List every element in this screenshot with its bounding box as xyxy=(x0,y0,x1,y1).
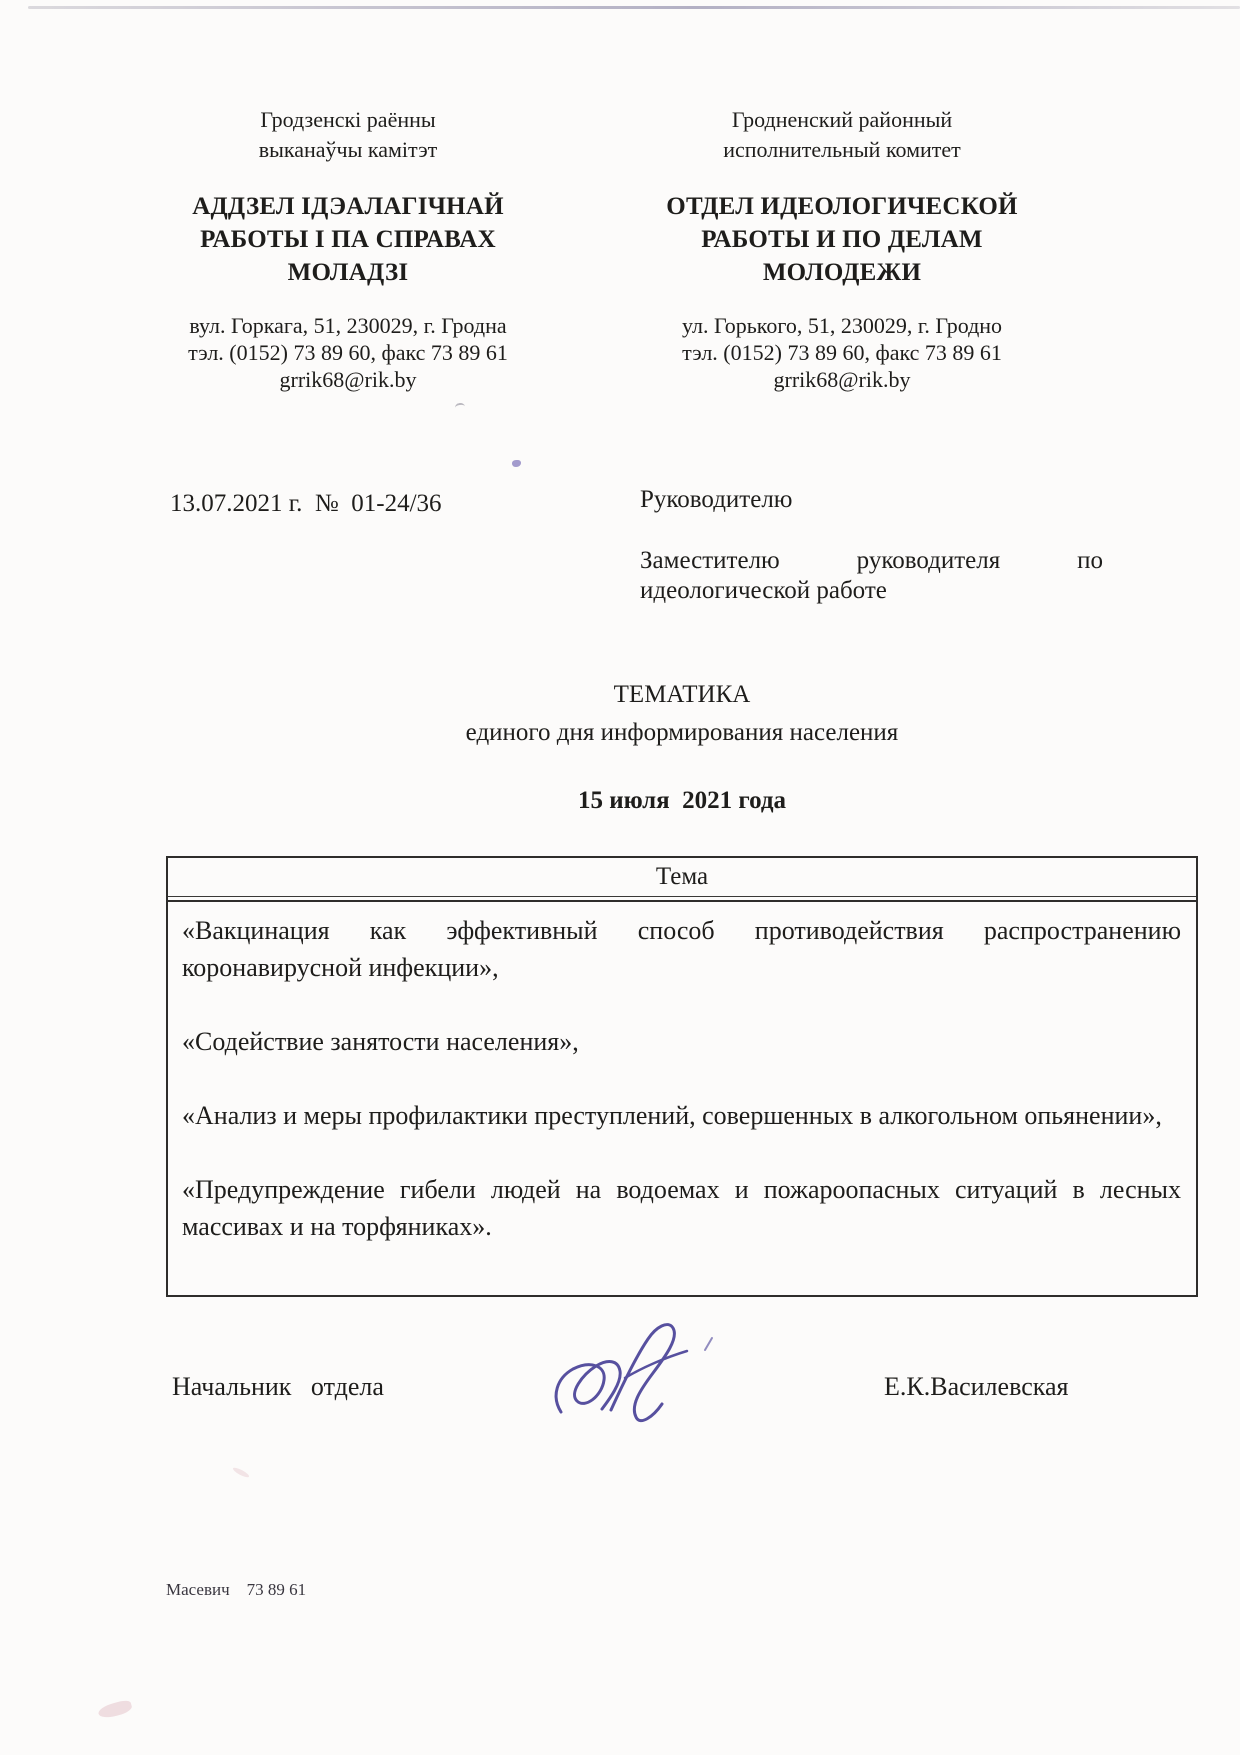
addressee-block xyxy=(640,485,1103,606)
executor-contact: Масевич 73 89 61 xyxy=(166,1580,307,1599)
org-name-line: МОЛОДЕЖИ xyxy=(762,259,922,286)
addressee-line: Заместителю руководителя по идеологической работе xyxy=(640,547,1103,604)
signer-position: Начальник отдела xyxy=(172,1372,384,1401)
org-address: ул. Горького, 51, 230029, г. Гродно xyxy=(681,313,1003,338)
org-contacts xyxy=(642,312,1042,393)
document-subtitle: единого дня информирования населения xyxy=(465,719,899,746)
org-name-line: РАБОТЫ І ПА СПРАВАХ xyxy=(200,226,496,253)
table-row: «Предупреждение гибели людей на водоемах и пожароопасных ситуаций в лесных массивах и на торфяниках». xyxy=(182,1175,1181,1241)
scan-mark-artifact xyxy=(454,402,465,411)
org-name-line: ОТДЕЛ ИДЕОЛОГИЧЕСКОЙ xyxy=(666,193,1018,220)
org-contacts xyxy=(148,312,548,393)
table-row: «Вакцинация как эффективный способ противодействия распространению коронавирусной инфекции», xyxy=(182,916,1181,982)
scan-edge-artifact xyxy=(28,6,1240,9)
reference-date-number: 13.07.2021 г. № 01-24/36 xyxy=(170,490,442,517)
document-title: ТЕМАТИКА xyxy=(613,681,751,708)
signer-name: Е.К.Василевская xyxy=(884,1372,1069,1401)
org-name xyxy=(642,190,1042,289)
org-phone: тэл. (0152) 73 89 60, факс 73 89 61 xyxy=(188,340,508,365)
table-body xyxy=(168,900,1196,1245)
org-name-line: РАБОТЫ И ПО ДЕЛАМ xyxy=(701,226,983,253)
letterhead-right-column xyxy=(642,105,1042,393)
signature-scribble xyxy=(545,1316,745,1451)
table-row: «Анализ и меры профилактики преступлений, совершенных в алкогольном опьянении», xyxy=(182,1101,1162,1130)
table-row: «Содействие занятости населения», xyxy=(182,1027,579,1056)
letterhead-left-column xyxy=(148,105,548,393)
org-email: grrik68@rik.by xyxy=(279,367,417,392)
addressee-line: Руководителю xyxy=(640,486,793,513)
table-header-tema: Тема xyxy=(168,858,1196,897)
org-phone: тэл. (0152) 73 89 60, факс 73 89 61 xyxy=(682,340,1002,365)
org-name xyxy=(148,190,548,289)
org-name-line: МОЛАДЗІ xyxy=(287,259,409,286)
org-email: grrik68@rik.by xyxy=(773,367,911,392)
org-name-line: АДДЗЕЛ ІДЭАЛАГІЧНАЙ xyxy=(192,193,504,220)
org-parent-line: Гродненский районный xyxy=(731,107,953,132)
scan-smudge-artifact xyxy=(97,1699,133,1720)
org-address: вул. Горкага, 51, 230029, г. Гродна xyxy=(189,313,507,338)
event-date: 15 июля 2021 года xyxy=(577,787,787,814)
org-parent-line: Гродзенскі раённы xyxy=(260,107,436,132)
document-title-block xyxy=(166,676,1198,752)
scan-smudge-artifact xyxy=(232,1466,250,1479)
org-parent-line: исполнительный комитет xyxy=(723,137,961,162)
themes-table xyxy=(166,856,1198,1297)
org-parent-line: выканаўчы камітэт xyxy=(258,137,438,162)
ink-speck-artifact xyxy=(512,460,521,467)
